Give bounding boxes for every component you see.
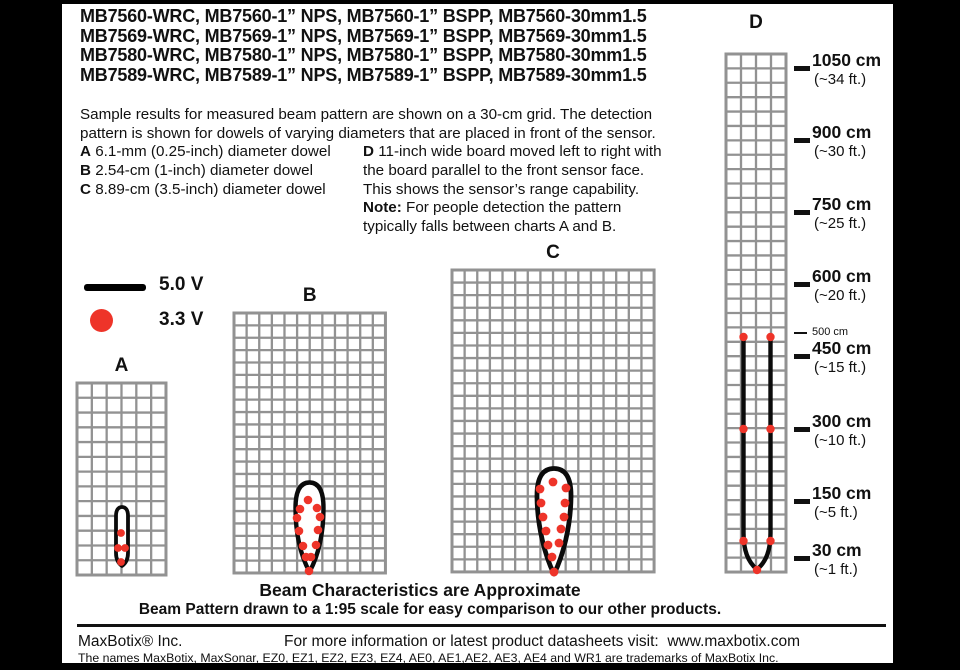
scale-tick-5 [794, 427, 810, 432]
footer-company: MaxBotix® Inc. [78, 633, 183, 650]
legend-3v3-dot-swatch [90, 309, 113, 332]
scale-minor-tick [794, 332, 807, 334]
scale-label-ft-1: (~30 ft.) [814, 143, 867, 160]
title-line-4: MB7589-WRC, MB7589-1” NPS, MB7589-1” BSPP, MB7589-30mm1.5 [80, 64, 647, 85]
dowel-key-c: C [80, 180, 91, 198]
dowel-text-b: 2.54-cm (1-inch) diameter dowel [95, 161, 313, 179]
scale-tick-0 [794, 66, 810, 71]
scale-label-ft-6: (~5 ft.) [814, 504, 858, 521]
legend-5v-line-swatch [84, 284, 146, 291]
scale-tick-7 [794, 556, 810, 561]
chart-label-C: C [546, 242, 560, 263]
scale-label-cm-4: 450 cm [812, 338, 872, 358]
intro-text [80, 106, 656, 144]
page-background [62, 4, 893, 663]
dowel-item-a [80, 143, 331, 162]
scale-label-ft-2: (~25 ft.) [814, 215, 867, 232]
scale-caption: Beam Pattern drawn to a 1:95 scale for easy comparison to our other products. [138, 601, 722, 618]
dowel-item-b [80, 162, 331, 181]
chart-label-A: A [114, 355, 129, 376]
note-line-2: typically falls between charts A and B. [363, 218, 617, 236]
footer-separator [77, 624, 886, 627]
legend-5v-label: 5.0 V [159, 274, 204, 295]
scale-label-ft-5: (~10 ft.) [814, 432, 867, 449]
scale-label-ft-3: (~20 ft.) [814, 287, 867, 304]
board-key-d: D [363, 143, 374, 160]
dowel-text-c: 8.89-cm (3.5-inch) diameter dowel [95, 180, 326, 198]
chart-label-B: B [302, 285, 317, 306]
scale-label-cm-3: 600 cm [812, 266, 872, 286]
approx-caption: Beam Characteristics are Approximate [259, 580, 581, 600]
scale-label-cm-0: 1050 cm [812, 50, 882, 70]
board-line-3: This shows the sensor’s range capability. [363, 180, 640, 198]
board-line-1: D 11-inch wide board moved left to right with [363, 143, 662, 160]
scale-label-ft-4: (~15 ft.) [814, 359, 867, 376]
board-description [363, 143, 662, 237]
footer-trademark: The names MaxBotix, MaxSonar, EZ0, EZ1, EZ2, EZ3, EZ4, AE0, AE1,AE2, AE3, AE4 and WR1 are trademarks of MaxBotix Inc. [78, 651, 779, 665]
scale-tick-2 [794, 210, 810, 215]
scale-minor-label: 500 cm [812, 326, 849, 338]
scale-label-cm-2: 750 cm [812, 194, 872, 214]
scale-label-cm-6: 150 cm [812, 483, 872, 503]
scale-tick-4 [794, 354, 810, 359]
title-line-2: MB7569-WRC, MB7569-1” NPS, MB7569-1” BSPP, MB7569-30mm1.5 [80, 25, 647, 46]
dowel-list [80, 143, 331, 199]
intro-line-2: pattern is shown for dowels of varying diameters that are placed in front of the sensor. [80, 124, 656, 142]
scale-tick-1 [794, 138, 810, 143]
scale-tick-3 [794, 282, 810, 287]
footer-info: For more information or latest product datasheets visit: www.maxbotix.com [283, 633, 800, 650]
scale-tick-6 [794, 499, 810, 504]
scale-label-ft-0: (~34 ft.) [814, 71, 867, 88]
title-line-1: MB7560-WRC, MB7560-1” NPS, MB7560-1” BSPP, MB7560-30mm1.5 [80, 6, 647, 26]
chart-label-D: D [749, 12, 763, 33]
scale-label-cm-5: 300 cm [812, 411, 872, 431]
board-line-2: the board parallel to the front sensor face. [363, 161, 645, 179]
product-title-block [80, 7, 647, 85]
scale-label-cm-7: 30 cm [812, 540, 862, 560]
dowel-key-b: B [80, 161, 91, 179]
note-line-1: Note: For people detection the pattern [363, 199, 622, 217]
dowel-text-a: 6.1-mm (0.25-inch) diameter dowel [95, 143, 331, 160]
legend-3v3-label: 3.3 V [159, 309, 204, 330]
note-label: Note: [363, 199, 402, 217]
scale-label-cm-1: 900 cm [812, 122, 872, 142]
scale-label-ft-7: (~1 ft.) [814, 561, 858, 578]
dowel-item-c [80, 181, 331, 200]
title-line-3: MB7580-WRC, MB7580-1” NPS, MB7580-1” BSPP, MB7580-30mm1.5 [80, 45, 647, 66]
dowel-key-a: A [80, 143, 91, 160]
intro-line-1: Sample results for measured beam pattern are shown on a 30-cm grid. The detection [80, 106, 653, 123]
